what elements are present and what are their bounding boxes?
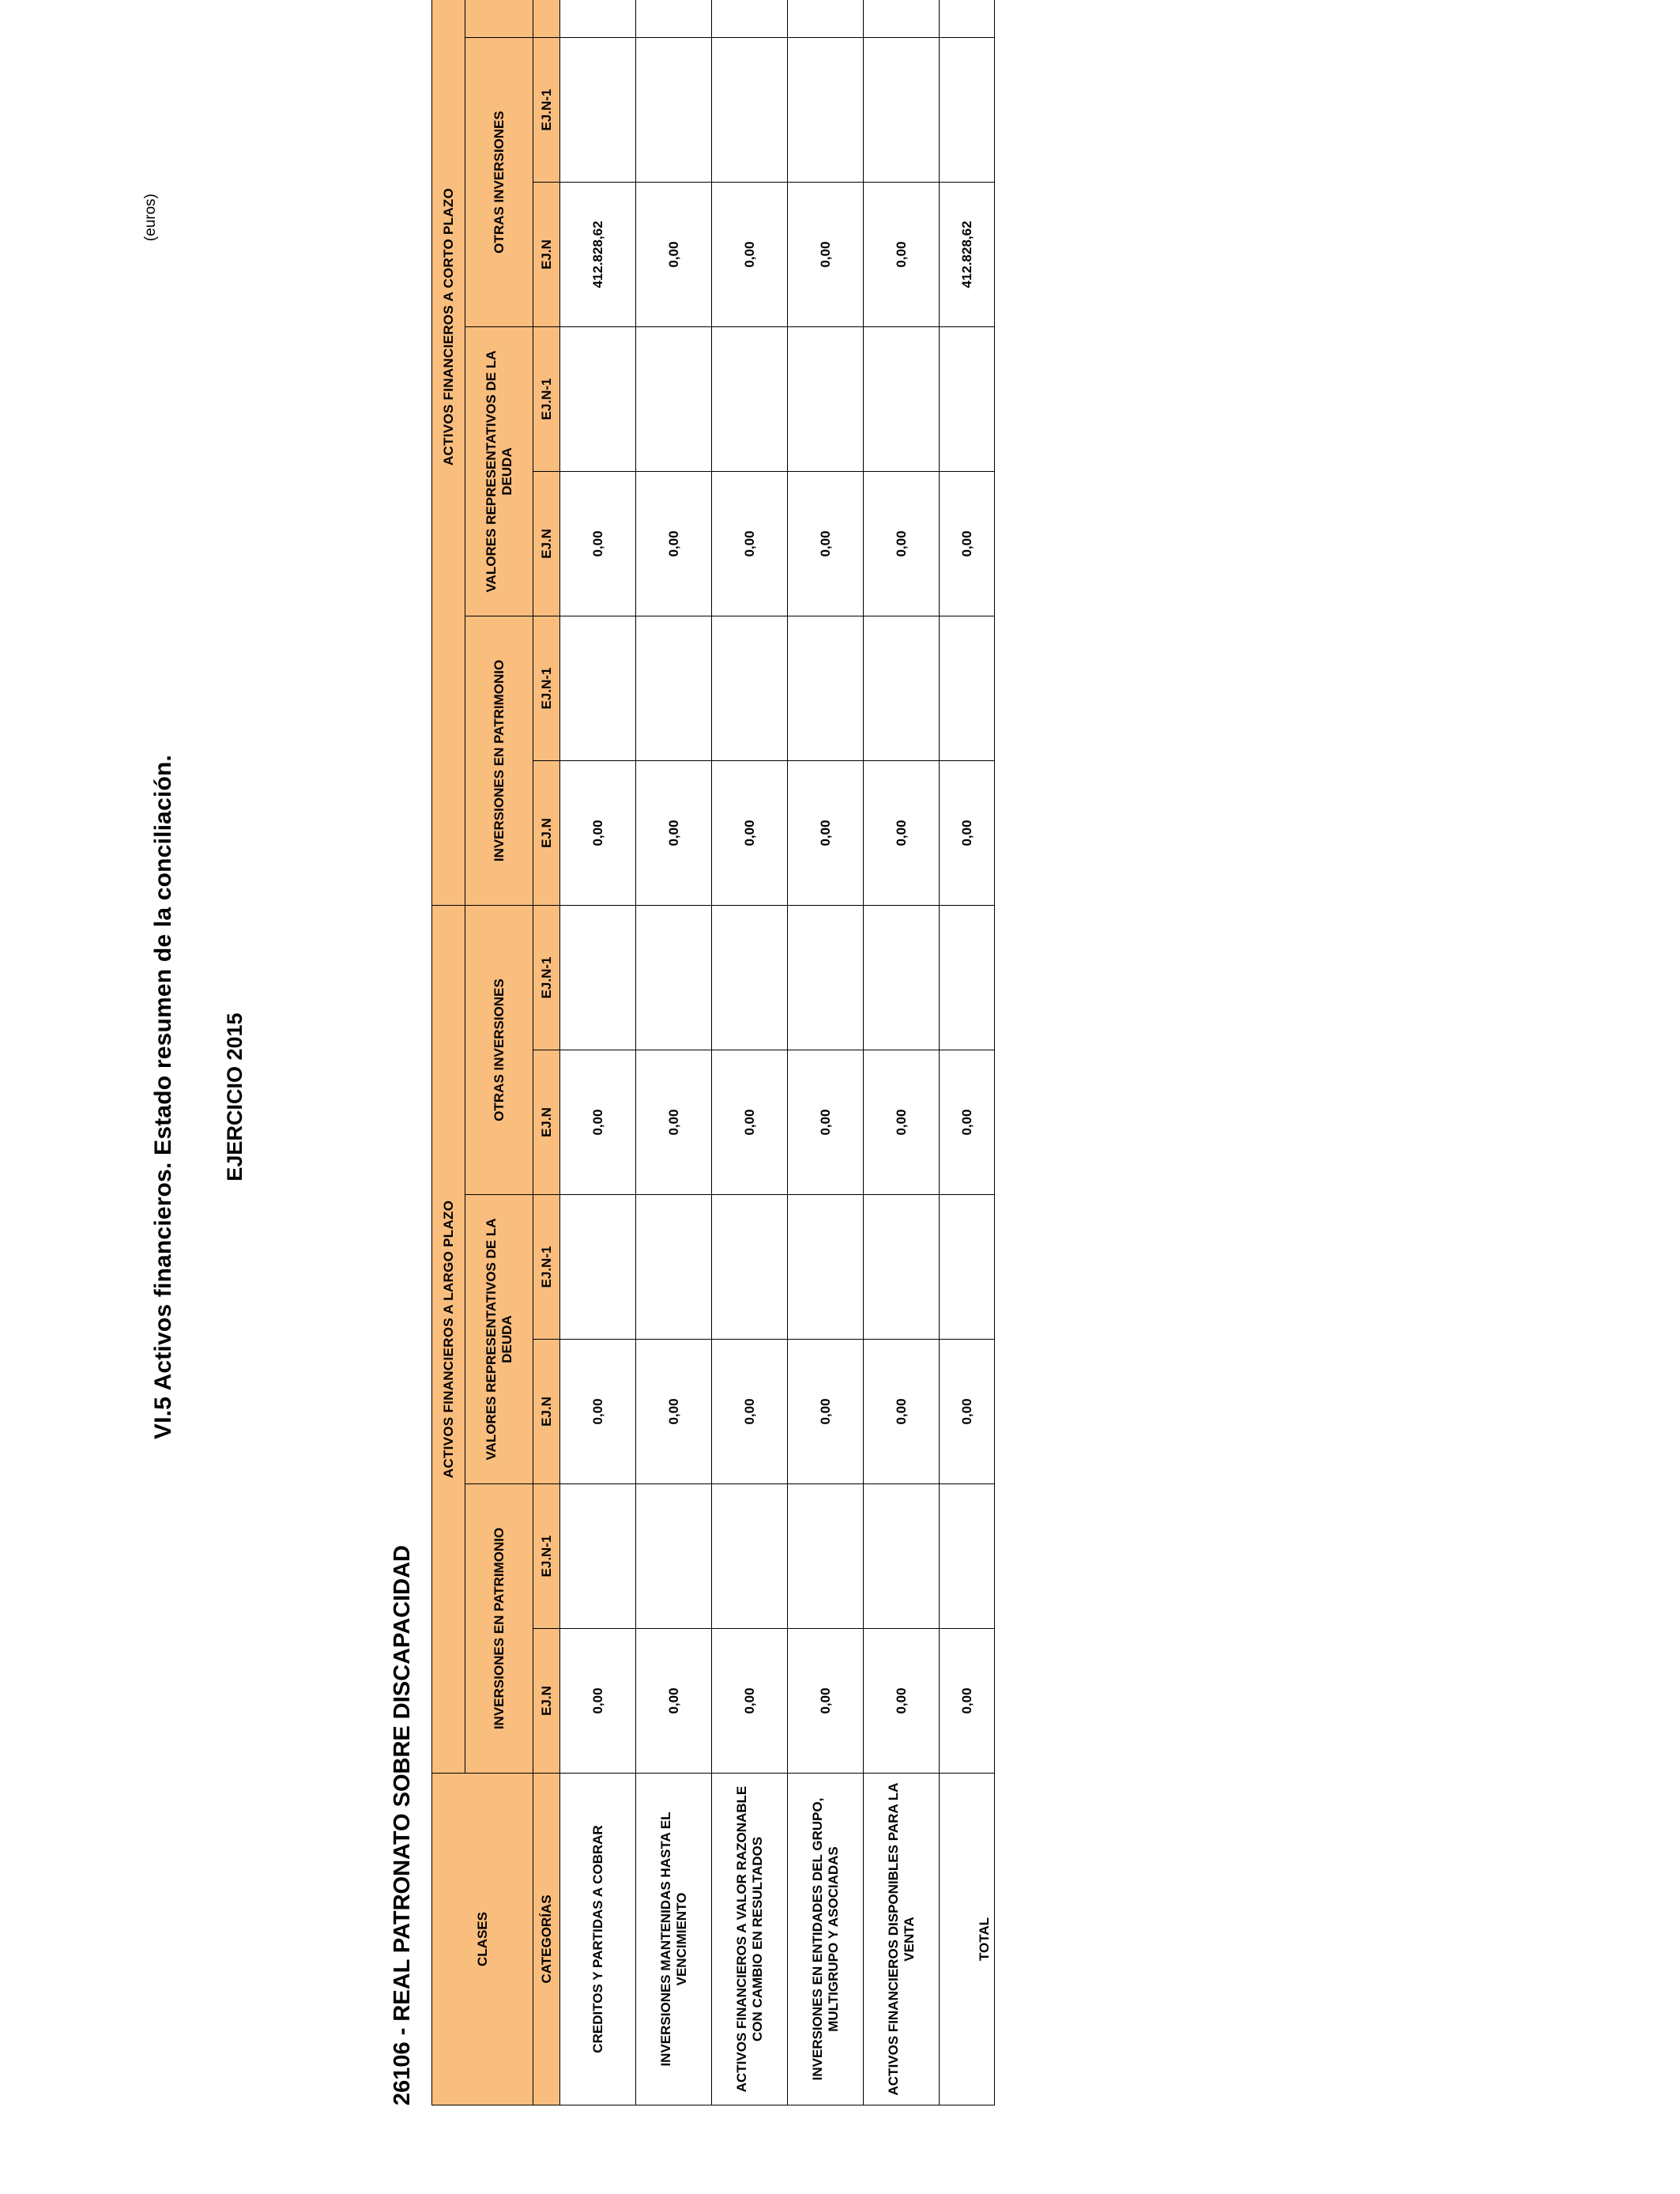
cell-value-total: 0,00 <box>940 1340 995 1484</box>
cell-value-total <box>940 326 995 471</box>
row-label-total: TOTAL <box>940 1774 995 2105</box>
cell-value <box>560 616 636 760</box>
financial-assets-table <box>431 0 995 2105</box>
header-sub-total <box>465 0 533 37</box>
row-label: INVERSIONES MANTENIDAS HASTA EL VENCIMIENTO <box>636 1774 712 2105</box>
cell-value <box>636 616 712 760</box>
cell-value <box>636 1195 712 1340</box>
cell-value <box>864 0 940 37</box>
cell-value: 0,00 <box>788 471 864 616</box>
cell-value <box>788 37 864 182</box>
cell-value <box>864 326 940 471</box>
cell-value-total: 0,00 <box>940 1629 995 1774</box>
cell-value <box>712 1484 788 1629</box>
table-row <box>712 0 788 2105</box>
cell-value: 0,00 <box>712 1340 788 1484</box>
cell-value: 0,00 <box>864 1629 940 1774</box>
cell-value: 0,00 <box>864 1340 940 1484</box>
cell-value-total <box>940 1484 995 1629</box>
exercise-subtitle: EJERCICIO 2015 <box>223 1012 247 1182</box>
cell-value <box>712 1195 788 1340</box>
cell-value <box>788 616 864 760</box>
cell-value: 0,00 <box>636 182 712 326</box>
cell-value: 0,00 <box>560 760 636 905</box>
row-label: CREDITOS Y PARTIDAS A COBRAR <box>560 1774 636 2105</box>
cell-value <box>788 0 864 37</box>
cell-value-total: 0,00 <box>940 1050 995 1195</box>
cell-value: 0,00 <box>788 1629 864 1774</box>
cell-value-total <box>940 37 995 182</box>
header-sub-inversiones-patrimonio-cp: INVERSIONES EN PATRIMONIO <box>465 616 533 905</box>
cell-value <box>712 37 788 182</box>
cell-value <box>560 1195 636 1340</box>
table-row <box>864 0 940 2105</box>
cell-value <box>636 326 712 471</box>
cell-value: 0,00 <box>788 760 864 905</box>
header-sub-valores-deuda-lp: VALORES REPRESENTATIVOS DE LA DEUDA <box>465 1195 533 1484</box>
cell-value <box>712 905 788 1050</box>
cell-value <box>560 0 636 37</box>
header-year-ejn-6: EJ.N <box>533 182 560 326</box>
cell-value: 0,00 <box>864 1050 940 1195</box>
cell-value: 0,00 <box>788 1340 864 1484</box>
cell-value <box>788 905 864 1050</box>
cell-value <box>788 1195 864 1340</box>
header-group-corto-plazo: ACTIVOS FINANCIEROS A CORTO PLAZO <box>432 0 465 905</box>
cell-value: 0,00 <box>560 1340 636 1484</box>
cell-value <box>636 1484 712 1629</box>
table-row <box>788 0 864 2105</box>
table-total-row <box>940 0 995 2105</box>
cell-value: 0,00 <box>560 1050 636 1195</box>
row-label: ACTIVOS FINANCIEROS DISPONIBLES PARA LA VENTA <box>864 1774 940 2105</box>
entity-name: 26106 - REAL PATRONATO SOBRE DISCAPACIDAD <box>390 1545 415 2105</box>
cell-value <box>864 1195 940 1340</box>
cell-value <box>560 326 636 471</box>
cell-value <box>864 37 940 182</box>
header-clases: CLASES <box>432 1774 533 2105</box>
header-categorias: CATEGORÍAS <box>533 1774 560 2105</box>
page-title: VI.5 Activos financieros. Estado resumen de la conciliación. <box>150 754 176 1440</box>
cell-value <box>864 1484 940 1629</box>
header-year-ejn1-5: EJ.N-1 <box>533 326 560 471</box>
cell-value <box>864 905 940 1050</box>
table-row <box>560 0 636 2105</box>
table-header-groups <box>432 0 465 2105</box>
cell-value <box>712 0 788 37</box>
table-row <box>636 0 712 2105</box>
cell-value <box>636 905 712 1050</box>
cell-value: 0,00 <box>636 471 712 616</box>
cell-value <box>560 905 636 1050</box>
header-sub-inversiones-patrimonio-lp: INVERSIONES EN PATRIMONIO <box>465 1484 533 1774</box>
cell-value <box>712 326 788 471</box>
header-sub-otras-inversiones-lp: OTRAS INVERSIONES <box>465 905 533 1194</box>
cell-value: 0,00 <box>560 1629 636 1774</box>
header-year-ejn1-6: EJ.N-1 <box>533 37 560 182</box>
header-sub-otras-inversiones-cp: OTRAS INVERSIONES <box>465 37 533 326</box>
header-year-ejn-2: EJ.N <box>533 1340 560 1484</box>
header-year-ejn-1: EJ.N <box>533 1629 560 1774</box>
cell-value: 0,00 <box>788 182 864 326</box>
header-year-ejn-3: EJ.N <box>533 1050 560 1195</box>
cell-value: 0,00 <box>636 1629 712 1774</box>
cell-value-total <box>940 616 995 760</box>
cell-value: 0,00 <box>560 471 636 616</box>
cell-value <box>788 1484 864 1629</box>
cell-value: 0,00 <box>712 1629 788 1774</box>
cell-value-total <box>940 0 995 37</box>
cell-value: 0,00 <box>864 182 940 326</box>
cell-value-total: 0,00 <box>940 760 995 905</box>
header-year-ejn1-2: EJ.N-1 <box>533 1195 560 1340</box>
row-label: ACTIVOS FINANCIEROS A VALOR RAZONABLE CON CAMBIO EN RESULTADOS <box>712 1774 788 2105</box>
cell-value <box>560 37 636 182</box>
cell-value: 0,00 <box>788 1050 864 1195</box>
cell-value: 412.828,62 <box>560 182 636 326</box>
header-year-ejn-7 <box>533 0 560 37</box>
cell-value: 0,00 <box>864 760 940 905</box>
header-year-ejn1-3: EJ.N-1 <box>533 905 560 1050</box>
header-year-ejn-4: EJ.N <box>533 760 560 905</box>
cell-value <box>864 616 940 760</box>
cell-value-total <box>940 905 995 1050</box>
table-header-years <box>533 0 560 2105</box>
cell-value-total <box>940 1195 995 1340</box>
units-label: (euros) <box>142 194 159 242</box>
cell-value: 0,00 <box>712 760 788 905</box>
cell-value: 0,00 <box>636 760 712 905</box>
header-sub-valores-deuda-cp: VALORES REPRESENTATIVOS DE LA DEUDA <box>465 326 533 616</box>
cell-value: 0,00 <box>712 1050 788 1195</box>
cell-value: 0,00 <box>712 182 788 326</box>
cell-value <box>560 1484 636 1629</box>
cell-value <box>636 0 712 37</box>
cell-value: 0,00 <box>636 1050 712 1195</box>
cell-value: 0,00 <box>864 471 940 616</box>
cell-value-total: 0,00 <box>940 471 995 616</box>
cell-value: 0,00 <box>712 471 788 616</box>
cell-value <box>788 326 864 471</box>
cell-value-total: 412.828,62 <box>940 182 995 326</box>
row-label: INVERSIONES EN ENTIDADES DEL GRUPO, MULTIGRUPO Y ASOCIADAS <box>788 1774 864 2105</box>
header-group-largo-plazo: ACTIVOS FINANCIEROS A LARGO PLAZO <box>432 905 465 1773</box>
cell-value <box>636 37 712 182</box>
header-year-ejn1-4: EJ.N-1 <box>533 616 560 760</box>
cell-value: 0,00 <box>636 1340 712 1484</box>
cell-value <box>712 616 788 760</box>
header-year-ejn1-1: EJ.N-1 <box>533 1484 560 1629</box>
header-year-ejn-5: EJ.N <box>533 471 560 616</box>
